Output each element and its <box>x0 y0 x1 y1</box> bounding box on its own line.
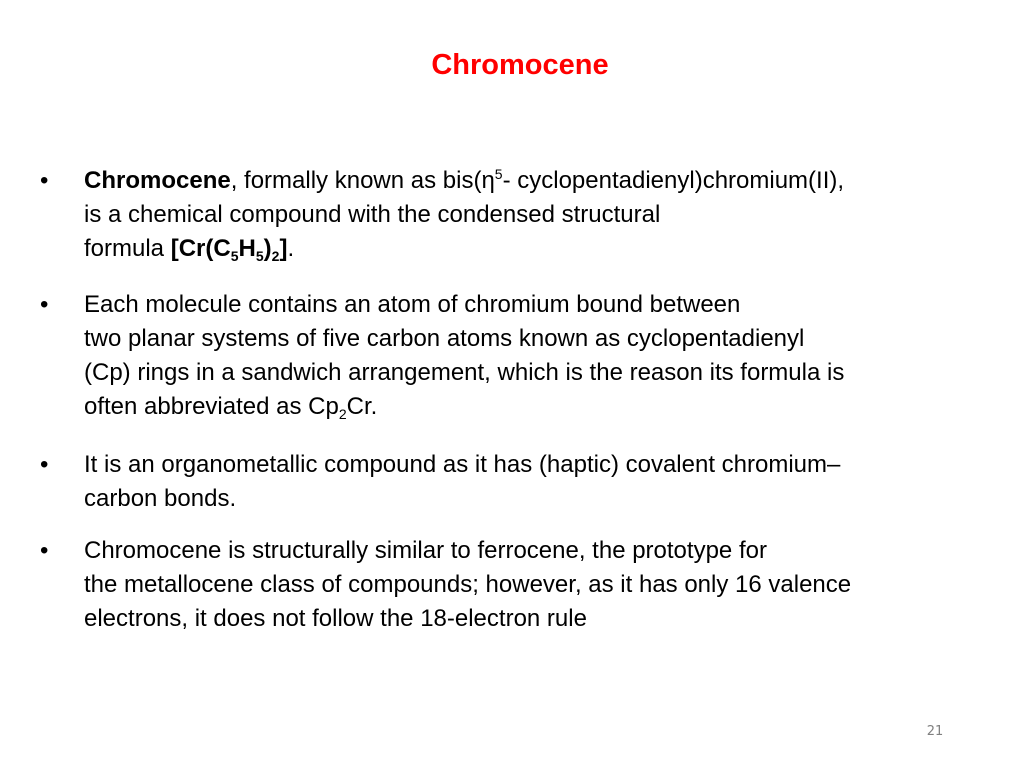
text-run: formula <box>84 235 171 262</box>
formula-part: H <box>238 235 256 262</box>
bullet-line: Chromocene is structurally similar to ferrocene, the prototype for <box>84 537 767 564</box>
bullet-line: Each molecule contains an atom of chromium bound between <box>84 291 741 318</box>
bullet-marker: • <box>40 291 49 318</box>
subscript: 2 <box>271 248 280 264</box>
bullet-line: the metallocene class of compounds; however, as it has only 16 valence <box>84 571 852 598</box>
subscript: 2 <box>338 406 347 422</box>
bullet-line: (Cp) rings in a sandwich arrangement, which is the reason its formula is <box>84 359 845 386</box>
bullet-line <box>84 232 294 266</box>
bullet-marker: • <box>40 451 49 478</box>
text-run: - cyclopentadienyl)chromium(II), <box>502 167 845 194</box>
bullet-marker: • <box>40 537 49 564</box>
text-run: Cr. <box>346 393 378 420</box>
text-run: , formally known as bis(η <box>230 167 495 194</box>
formula-part: ] <box>279 235 288 262</box>
text-run: . <box>287 235 295 262</box>
bullet-marker: • <box>40 167 49 194</box>
formula-part: ) <box>263 235 272 262</box>
bullet-line <box>84 390 377 424</box>
bullet-line: two planar systems of five carbon atoms known as cyclopentadienyl <box>84 325 805 352</box>
bold-term: Chromocene <box>84 167 231 194</box>
slide-title: Chromocene <box>431 49 609 81</box>
bullet-line: electrons, it does not follow the 18-electron rule <box>84 605 587 632</box>
bullet-line: It is an organometallic compound as it has (haptic) covalent chromium– <box>84 451 841 478</box>
page-number: 21 <box>926 724 944 739</box>
bullet-line <box>84 164 844 198</box>
chemical-formula <box>171 235 288 262</box>
subscript: 5 <box>230 248 239 264</box>
text-run: often abbreviated as Cp <box>84 393 339 420</box>
superscript: 5 <box>494 166 503 182</box>
subscript: 5 <box>255 248 264 264</box>
bullet-line: carbon bonds. <box>84 485 237 512</box>
formula-part: [Cr(C <box>170 235 231 262</box>
bullet-line: is a chemical compound with the condensed structural <box>84 201 661 228</box>
